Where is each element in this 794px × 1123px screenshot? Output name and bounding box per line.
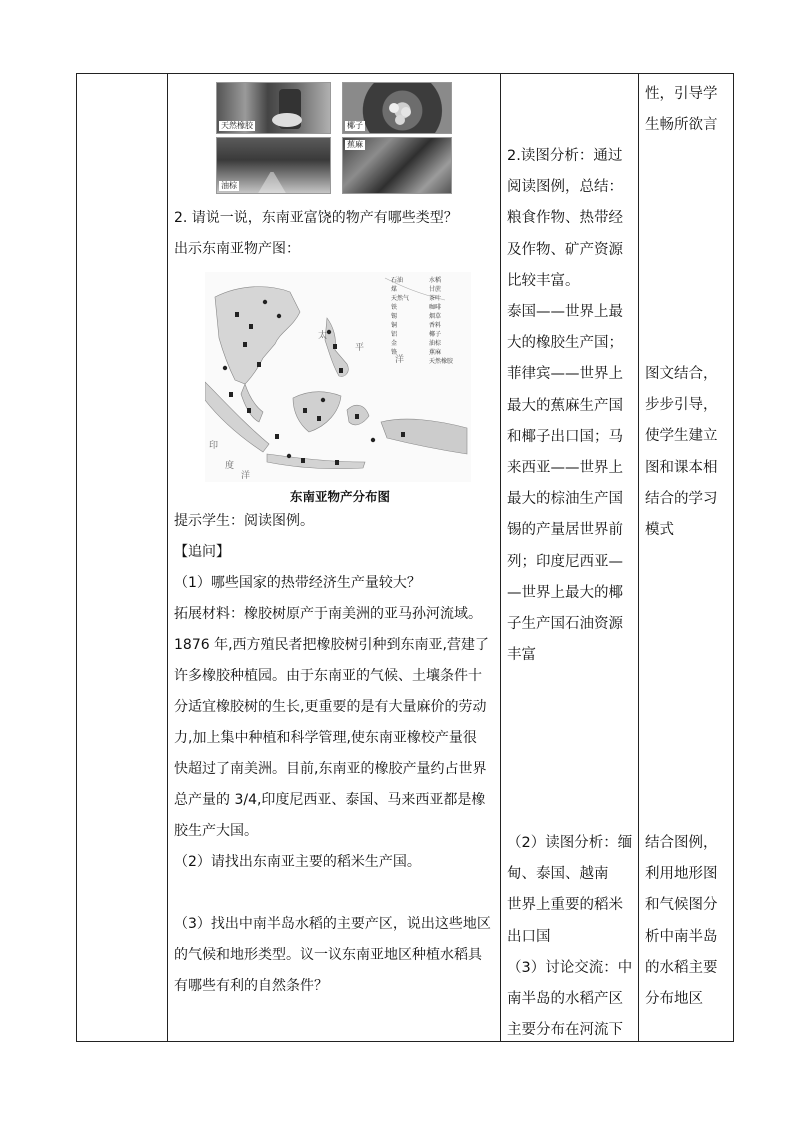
legend-item: 蕉麻: [429, 349, 442, 356]
activity-line: 和椰子出口国；马: [507, 428, 623, 445]
legend-item: 石油: [391, 277, 404, 284]
map-caption: 东南亚物产分布图: [289, 489, 390, 504]
activity-line: 粮食作物、热带经: [507, 210, 623, 227]
teaching-content-cell: [168, 74, 500, 1041]
rubber-photo: [216, 82, 331, 134]
activity-line: 主要分布在河流下: [507, 1022, 623, 1039]
activity-line: 2.读图分析：通过: [507, 148, 623, 164]
activity-line: 子生产国石油资源: [507, 616, 623, 633]
legend-item: 天然橡胶: [429, 358, 454, 365]
sub-question-3-line: 的气候和地形类型。议一议东南亚地区种植水稻具: [174, 947, 482, 963]
activity-line: 及作物、矿产资源: [507, 241, 623, 258]
legend-item: 椰子: [429, 331, 442, 338]
activity-line: 泰国——世界上最: [507, 304, 623, 321]
col4-bottom-text: [645, 828, 732, 1015]
sub-question-3-line: （3）找出中南半岛水稻的主要产区，说出这些地区: [174, 916, 491, 932]
col2-upper-text: [174, 203, 496, 265]
activity-line: 来西亚——世界上: [507, 460, 623, 477]
activity-line: （2）读图分析：缅: [507, 835, 633, 851]
extension-line: 拓展材料：橡胶树原产于南美洲的亚马孙河流域。: [174, 606, 482, 622]
activity-line: 南半岛的水稻产区: [507, 991, 623, 1008]
activity-line: —世界上最大的椰: [507, 584, 623, 601]
sea-label: 太: [318, 331, 328, 341]
activity-line: （3）讨论交流：中: [507, 959, 633, 976]
activity-line: 最大的棕油生产国: [507, 491, 623, 508]
intent-line: 图和课本相: [645, 459, 718, 476]
legend-item: 天然气: [391, 295, 410, 302]
legend-item: 咖啡: [429, 304, 442, 311]
activity-line: 菲律宾——世界上: [507, 366, 623, 383]
col3-top-text: [507, 141, 636, 671]
col2-lower-text: [174, 506, 496, 1002]
coconut-photo: [342, 82, 452, 134]
activity-line: 列；印度尼西亚—: [507, 553, 623, 570]
legend-item: 煤: [391, 286, 398, 293]
intent-line: 的水稻主要: [645, 959, 718, 976]
legend-item: 茶叶: [429, 295, 442, 302]
intent-line: 结合的学习: [645, 490, 718, 507]
southeast-asia-map: [205, 272, 471, 482]
extension-line: 1876 年,西方殖民者把橡胶树引种到东南亚,营建了: [174, 637, 489, 653]
activity-line: 比较丰富。: [507, 272, 580, 289]
extension-line: 快超过了南美洲。目前,东南亚的橡胶产量约占世界: [174, 761, 487, 777]
legend-item: 铝: [391, 331, 398, 338]
oilpalm-label: 油棕: [221, 181, 237, 190]
legend-item: 甘蔗: [429, 286, 442, 293]
sub-question-3-line: 有哪些有利的自然条件？: [174, 978, 328, 994]
intent-line: 模式: [645, 522, 674, 539]
sisal-label: 蕉麻: [347, 140, 363, 149]
sea-label: 度: [225, 461, 235, 471]
col4-top-text: [645, 79, 732, 141]
design-intent-cell: [639, 74, 734, 1041]
sea-label: 平: [355, 343, 365, 353]
legend-item: 铁: [391, 304, 398, 311]
activity-line: 丰富: [507, 647, 536, 664]
sea-label: 洋: [395, 355, 405, 365]
intent-line: 步步引导，: [645, 397, 718, 414]
intent-line: 分布地区: [645, 991, 703, 1008]
student-activity-cell: [501, 74, 638, 1041]
intent-line: 结合图例，: [645, 835, 718, 851]
sea-label: 洋: [241, 471, 251, 481]
oilpalm-photo: [216, 137, 331, 194]
extension-line: 许多橡胶种植园。由于东南亚的气候、土壤条件十: [174, 668, 482, 684]
legend-item: 水稻: [429, 277, 442, 284]
activity-line: 大的橡胶生产国；: [507, 335, 623, 352]
followup-heading: 【追问】: [174, 544, 230, 560]
col3-bottom-text: [507, 828, 636, 1046]
rubber-label: 天然橡胶: [221, 121, 253, 130]
legend-item: 金: [391, 340, 398, 347]
intent-line: 和气候图分: [645, 897, 718, 914]
activity-line: 世界上重要的稻米: [507, 897, 623, 914]
lesson-table: [76, 73, 734, 1042]
activity-line: 最大的蕉麻生产国: [507, 397, 623, 414]
legend-item: 铜: [391, 322, 398, 329]
legend-item: 锡: [391, 313, 398, 320]
intent-line: 利用地形图: [645, 866, 718, 883]
activity-line: 甸、泰国、越南: [507, 866, 609, 883]
show-map-text: 出示东南亚物产图：: [174, 241, 300, 257]
sub-question-2: （2）请找出东南亚主要的稻米生产国。: [174, 854, 421, 870]
question-2: 2. 请说一说，东南亚富饶的物产有哪些类型？: [174, 210, 458, 226]
intent-line: 析中南半岛: [645, 928, 718, 945]
extension-line: 总产量的 3/4,印度尼西亚、泰国、马来西亚都是橡: [174, 792, 486, 808]
intent-line: 生畅所欲言: [645, 117, 718, 134]
legend-item: 油棕: [429, 340, 442, 347]
activity-line: 出口国: [507, 928, 551, 945]
intent-line: 使学生建立: [645, 428, 718, 445]
col4-mid-text: [645, 359, 732, 546]
legend-item: 香料: [429, 322, 442, 329]
intent-line: 性，引导学: [645, 86, 718, 102]
activity-line: 锡的产量居世界前: [507, 522, 623, 539]
sub-question-1: （1）哪些国家的热带经济生产量较大？: [174, 575, 421, 591]
legend-item: 铬: [391, 349, 398, 356]
coconut-label: 椰子: [347, 121, 363, 130]
sisal-photo: [342, 137, 452, 194]
intent-line: 图文结合，: [645, 366, 718, 382]
extension-line: 胶生产大国。: [174, 823, 258, 839]
legend-item: 烟草: [429, 313, 442, 320]
product-photos: [216, 82, 456, 194]
sea-label: 印: [209, 441, 219, 451]
hint-text: 提示学生：阅读图例。: [174, 513, 314, 529]
extension-line: 分适宜橡胶树的生长,更重要的是有大量麻价的劳动: [174, 699, 487, 715]
extension-line: 力,加上集中种植和科学管理,使东南亚橡校产量很: [174, 730, 477, 746]
blank-line: [174, 878, 496, 909]
activity-line: 阅读图例，总结：: [507, 179, 623, 196]
